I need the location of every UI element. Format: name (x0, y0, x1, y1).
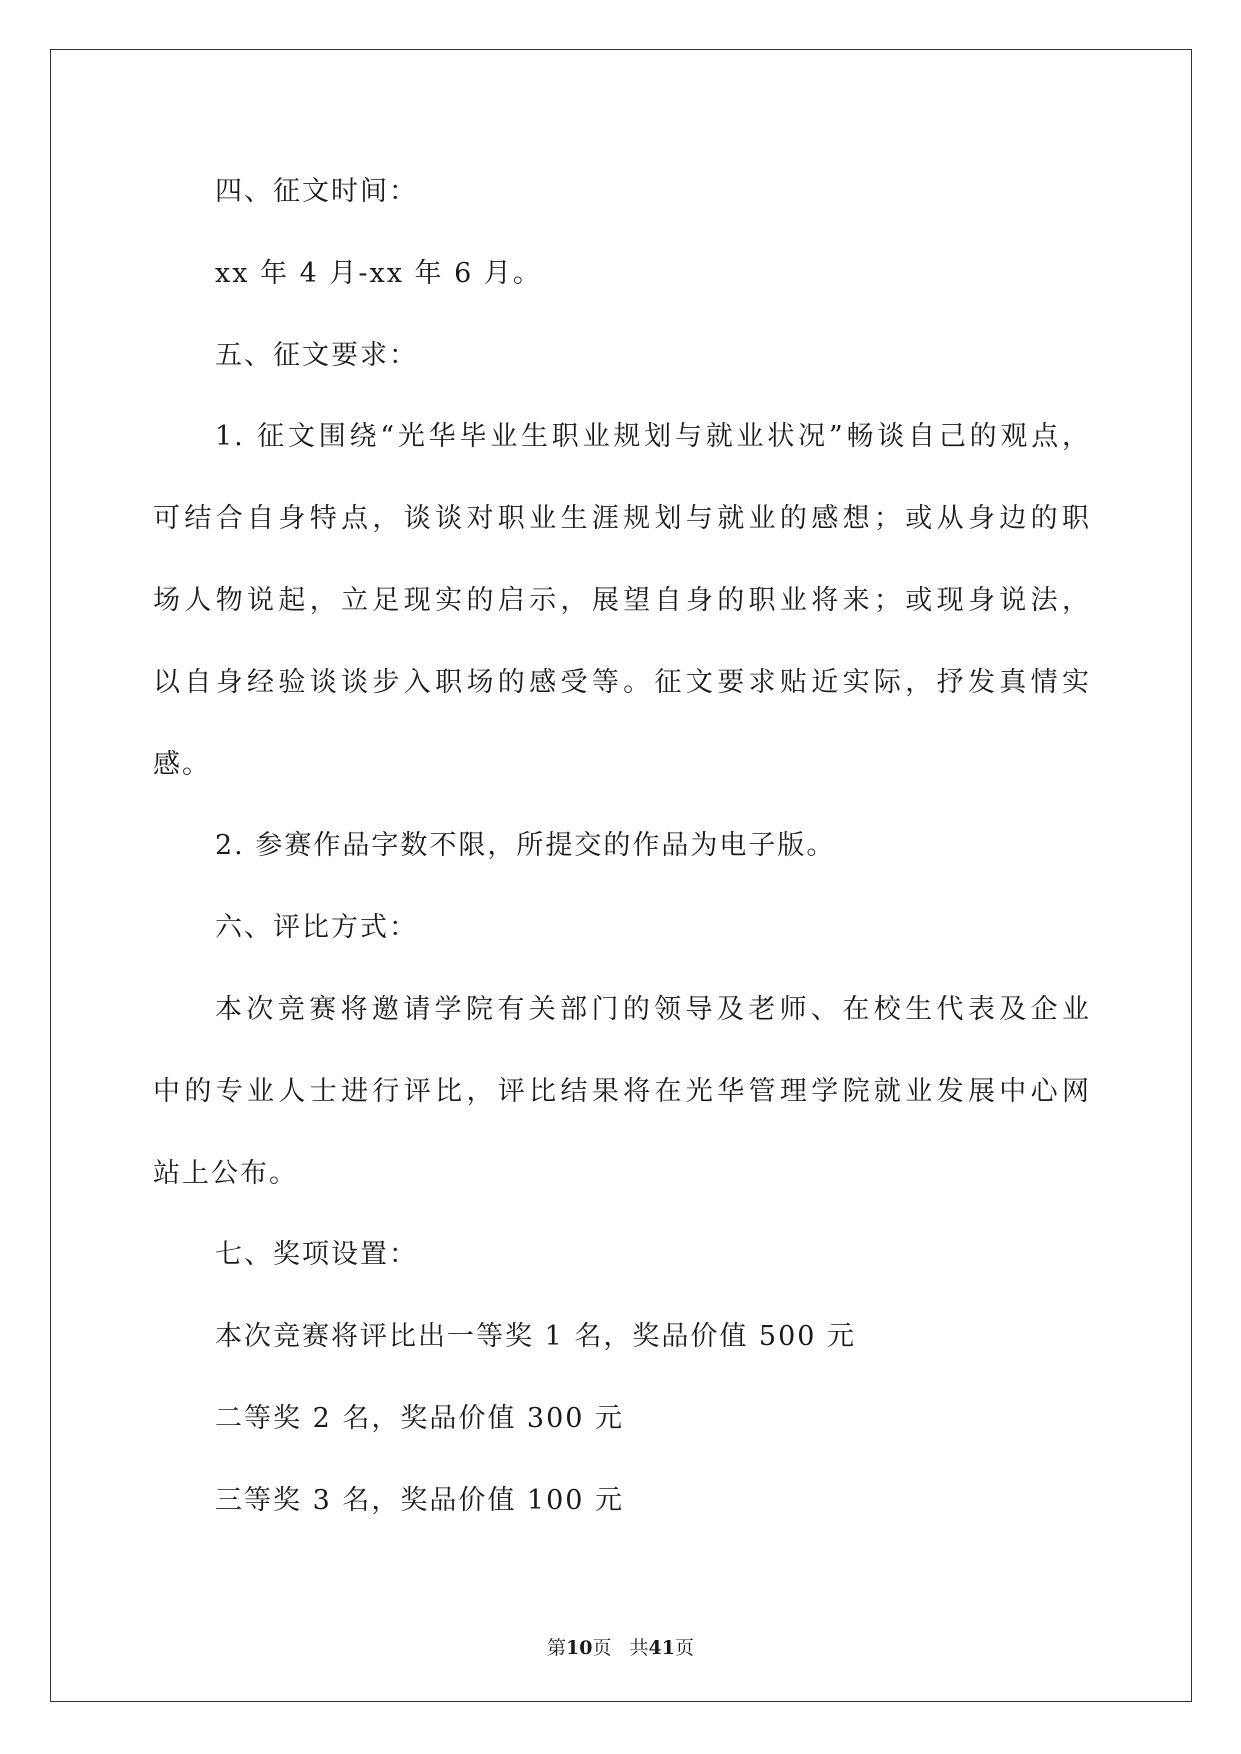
document-body (153, 166, 1091, 1557)
body-line: 三等奖 3 名，奖品价值 100 元 (215, 1484, 625, 1516)
body-line: 1. 征文围绕“光华毕业生职业规划与就业状况”畅谈自己的观点， (215, 421, 1091, 453)
body-line: 2. 参赛作品字数不限，所提交的作品为电子版。 (215, 830, 836, 862)
body-line: 七、奖项设置： (215, 1239, 418, 1271)
page-suffix: 页 (592, 1637, 612, 1659)
page-number: 10 (566, 1637, 593, 1659)
body-line: 四、征文时间： (215, 176, 418, 207)
body-line: 中的专业人士进行评比，评比结果将在光华管理学院就业发展中心网 (153, 1075, 1091, 1107)
body-line: 站上公布。 (153, 1157, 298, 1189)
body-line: 六、评比方式： (215, 912, 418, 944)
body-line: 五、征文要求： (215, 339, 418, 371)
page-footer (0, 1636, 1241, 1660)
total-suffix: 页 (674, 1637, 694, 1659)
total-prefix: 共 (629, 1637, 649, 1659)
body-line: 本次竞赛将邀请学院有关部门的领导及老师、在校生代表及企业 (215, 993, 1091, 1025)
body-line: 可结合自身特点，谈谈对职业生涯规划与就业的感想；或从身边的职 (153, 503, 1091, 535)
body-line: 以自身经验谈谈步入职场的感受等。征文要求贴近实际，抒发真情实 (153, 666, 1091, 698)
total-pages: 41 (648, 1637, 675, 1659)
body-line: 场人物说起，立足现实的启示，展望自身的职业将来；或现身说法， (153, 584, 1091, 616)
body-line: 本次竞赛将评比出一等奖 1 名，奖品价值 500 元 (215, 1321, 857, 1353)
body-line: xx 年 4 月-xx 年 6 月。 (215, 257, 542, 289)
body-line: 感。 (153, 748, 211, 780)
page-prefix: 第 (547, 1637, 567, 1659)
body-line: 二等奖 2 名，奖品价值 300 元 (215, 1402, 625, 1434)
